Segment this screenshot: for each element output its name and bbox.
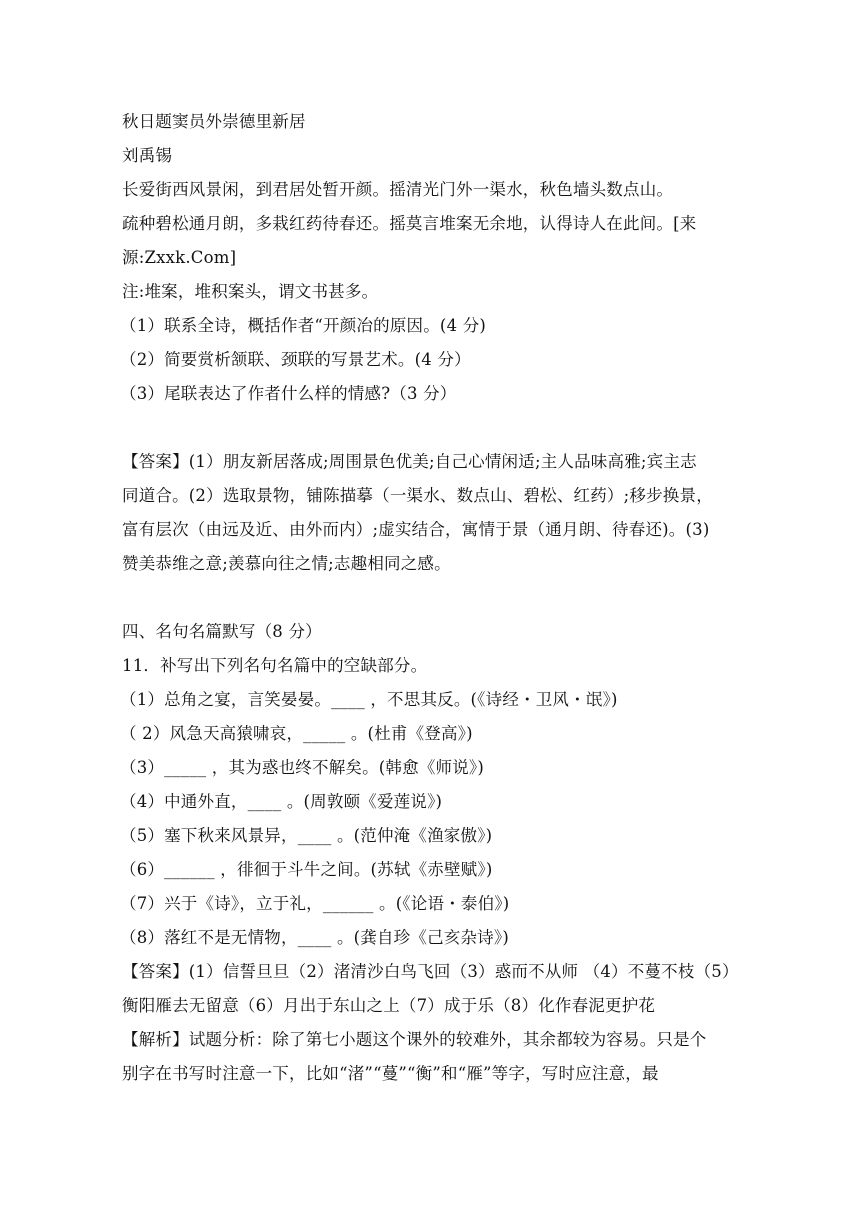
poem-line: 疏种碧松通月朗，多栽红药待春还。摇莫言堆案无余地，认得诗人在此间。[来 xyxy=(122,214,697,233)
question-item: （2）简要赏析颔联、颈联的写景艺术。(4 分） xyxy=(120,350,471,369)
fill-blank-item: （6）______ ，徘徊于斗牛之间。(苏轼《赤壁赋》) xyxy=(120,860,493,879)
poem-author: 刘禹锡 xyxy=(122,146,173,165)
analysis-line: 别字在书写时注意一下，比如“渚”“蔓”“衡”和“雁”等字，写时应注意，最 xyxy=(122,1064,659,1083)
answer-line: 【答案】(1）信誓旦旦（2）渚清沙白鸟飞回（3）惑而不从师 （4）不蔓不枝（5） xyxy=(122,962,739,981)
answer-line: 同道合。(2）选取景物，铺陈描摹（一渠水、数点山、碧松、红药）;移步换景， xyxy=(122,486,713,505)
section-heading: 四、名句名篇默写（8 分） xyxy=(122,622,322,641)
section-prompt: 11．补写出下列名句名篇中的空缺部分。 xyxy=(122,656,428,675)
fill-blank-item: （7）兴于《诗》，立于礼，______ 。(《论语・泰伯》) xyxy=(120,894,510,913)
answer-line: 衡阳雁去无留意（6）月出于东山之上（7）成于乐（8）化作春泥更护花 xyxy=(122,996,656,1015)
question-item: （1）联系全诗，概括作者“开颜冶的原因。(4 分) xyxy=(120,316,487,335)
fill-blank-item: （3）_____ ，其为惑也终不解矣。(韩愈《师说》) xyxy=(120,758,485,777)
fill-blank-item: （ 2）风急天高猿啸哀，_____ 。(杜甫《登高》) xyxy=(120,724,473,743)
answer-line: 赞美恭维之意;羡慕向往之情;志趣相同之感。 xyxy=(122,554,451,573)
fill-blank-item: （1）总角之宴，言笑晏晏。____ ，不思其反。(《诗经・卫风・氓》) xyxy=(120,690,618,709)
answer-line: 富有层次（由远及近、由外而内）;虚实结合，寓情于景（通月朗、待春还)。(3) xyxy=(122,520,710,539)
poem-line-source: 源:Zxxk.Com] xyxy=(122,248,237,267)
fill-blank-item: （4）中通外直，____ 。(周敦颐《爱莲说》) xyxy=(120,792,443,811)
analysis-line: 【解析】试题分析：除了第七小题这个课外的较难外，其余都较为容易。只是个 xyxy=(122,1030,707,1049)
poem-title: 秋日题窦员外崇德里新居 xyxy=(122,112,306,131)
poem-line: 长爱街西风景闲，到君居处暂开颜。摇清光门外一渠水，秋色墙头数点山。 xyxy=(122,180,674,199)
answer-line: 【答案】(1）朋友新居落成;周围景色优美;自己心情闲适;主人品味高雅;宾主志 xyxy=(122,452,697,471)
poem-note: 注:堆案，堆积案头，谓文书甚多。 xyxy=(122,282,379,301)
question-item: （3）尾联表达了作者什么样的情感?（3 分） xyxy=(120,384,457,403)
fill-blank-item: （8）落红不是无情物，____ 。(龚自珍《己亥杂诗》) xyxy=(120,928,509,947)
fill-blank-item: （5）塞下秋来风景异，____ 。(范仲淹《渔家傲》) xyxy=(120,826,493,845)
